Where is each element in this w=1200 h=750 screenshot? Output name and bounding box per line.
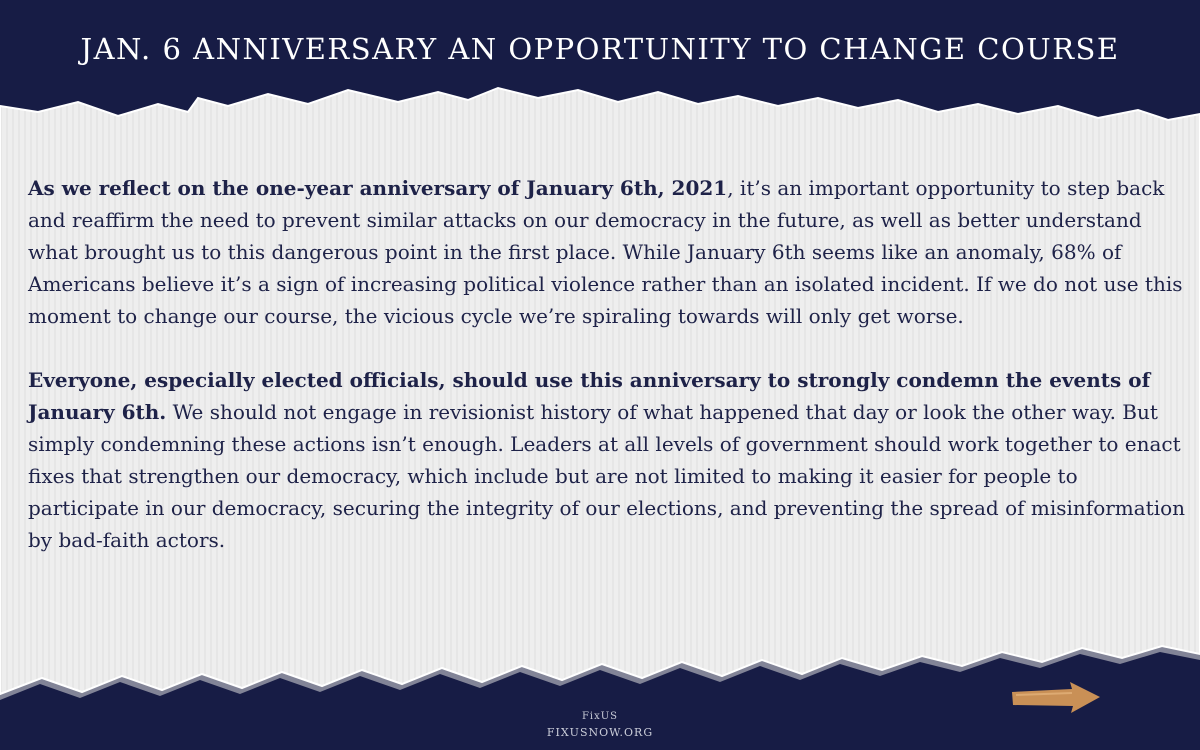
footer-url[interactable]: FIXUSNOW.ORG: [546, 726, 654, 739]
paragraph-lead: Everyone, especially elected officials, should use this anniversary to strongly condemn the events of January 6th.: [28, 368, 1151, 424]
arrow-right-icon[interactable]: [1010, 681, 1102, 715]
article-body: [28, 172, 1188, 588]
article-paragraph: [28, 364, 1188, 556]
page-title: JAN. 6 ANNIVERSARY AN OPPORTUNITY TO CHANGE COURSE: [80, 32, 1120, 66]
paragraph-text: , it’s an important opportunity to step back and reaffirm the need to prevent similar attacks on our democracy in the future, as well as better understand what brought us to this dangerous point in the first place. While January 6th seems like an anomaly, 68% of Americans believe it’s a sign of increasing political violence rather than an isolated incident. If we do not use this moment to change our course, the vicious cycle we’re spiraling towards will only get worse.: [28, 176, 1183, 328]
paragraph-lead: As we reflect on the one-year anniversary of January 6th, 2021: [28, 176, 728, 200]
paragraph-text: We should not engage in revisionist history of what happened that day or look the other way. But simply condemning these actions isn’t enough. Leaders at all levels of government should work together to enact fixes that strengthen our democracy, which include but are not limited to making it easier for people to participate in our democracy, securing the integrity of our elections, and preventing the spread of misinformation by bad-faith actors.: [28, 400, 1186, 552]
article-paragraph: [28, 172, 1188, 332]
footer-brand: FixUS: [581, 711, 619, 722]
